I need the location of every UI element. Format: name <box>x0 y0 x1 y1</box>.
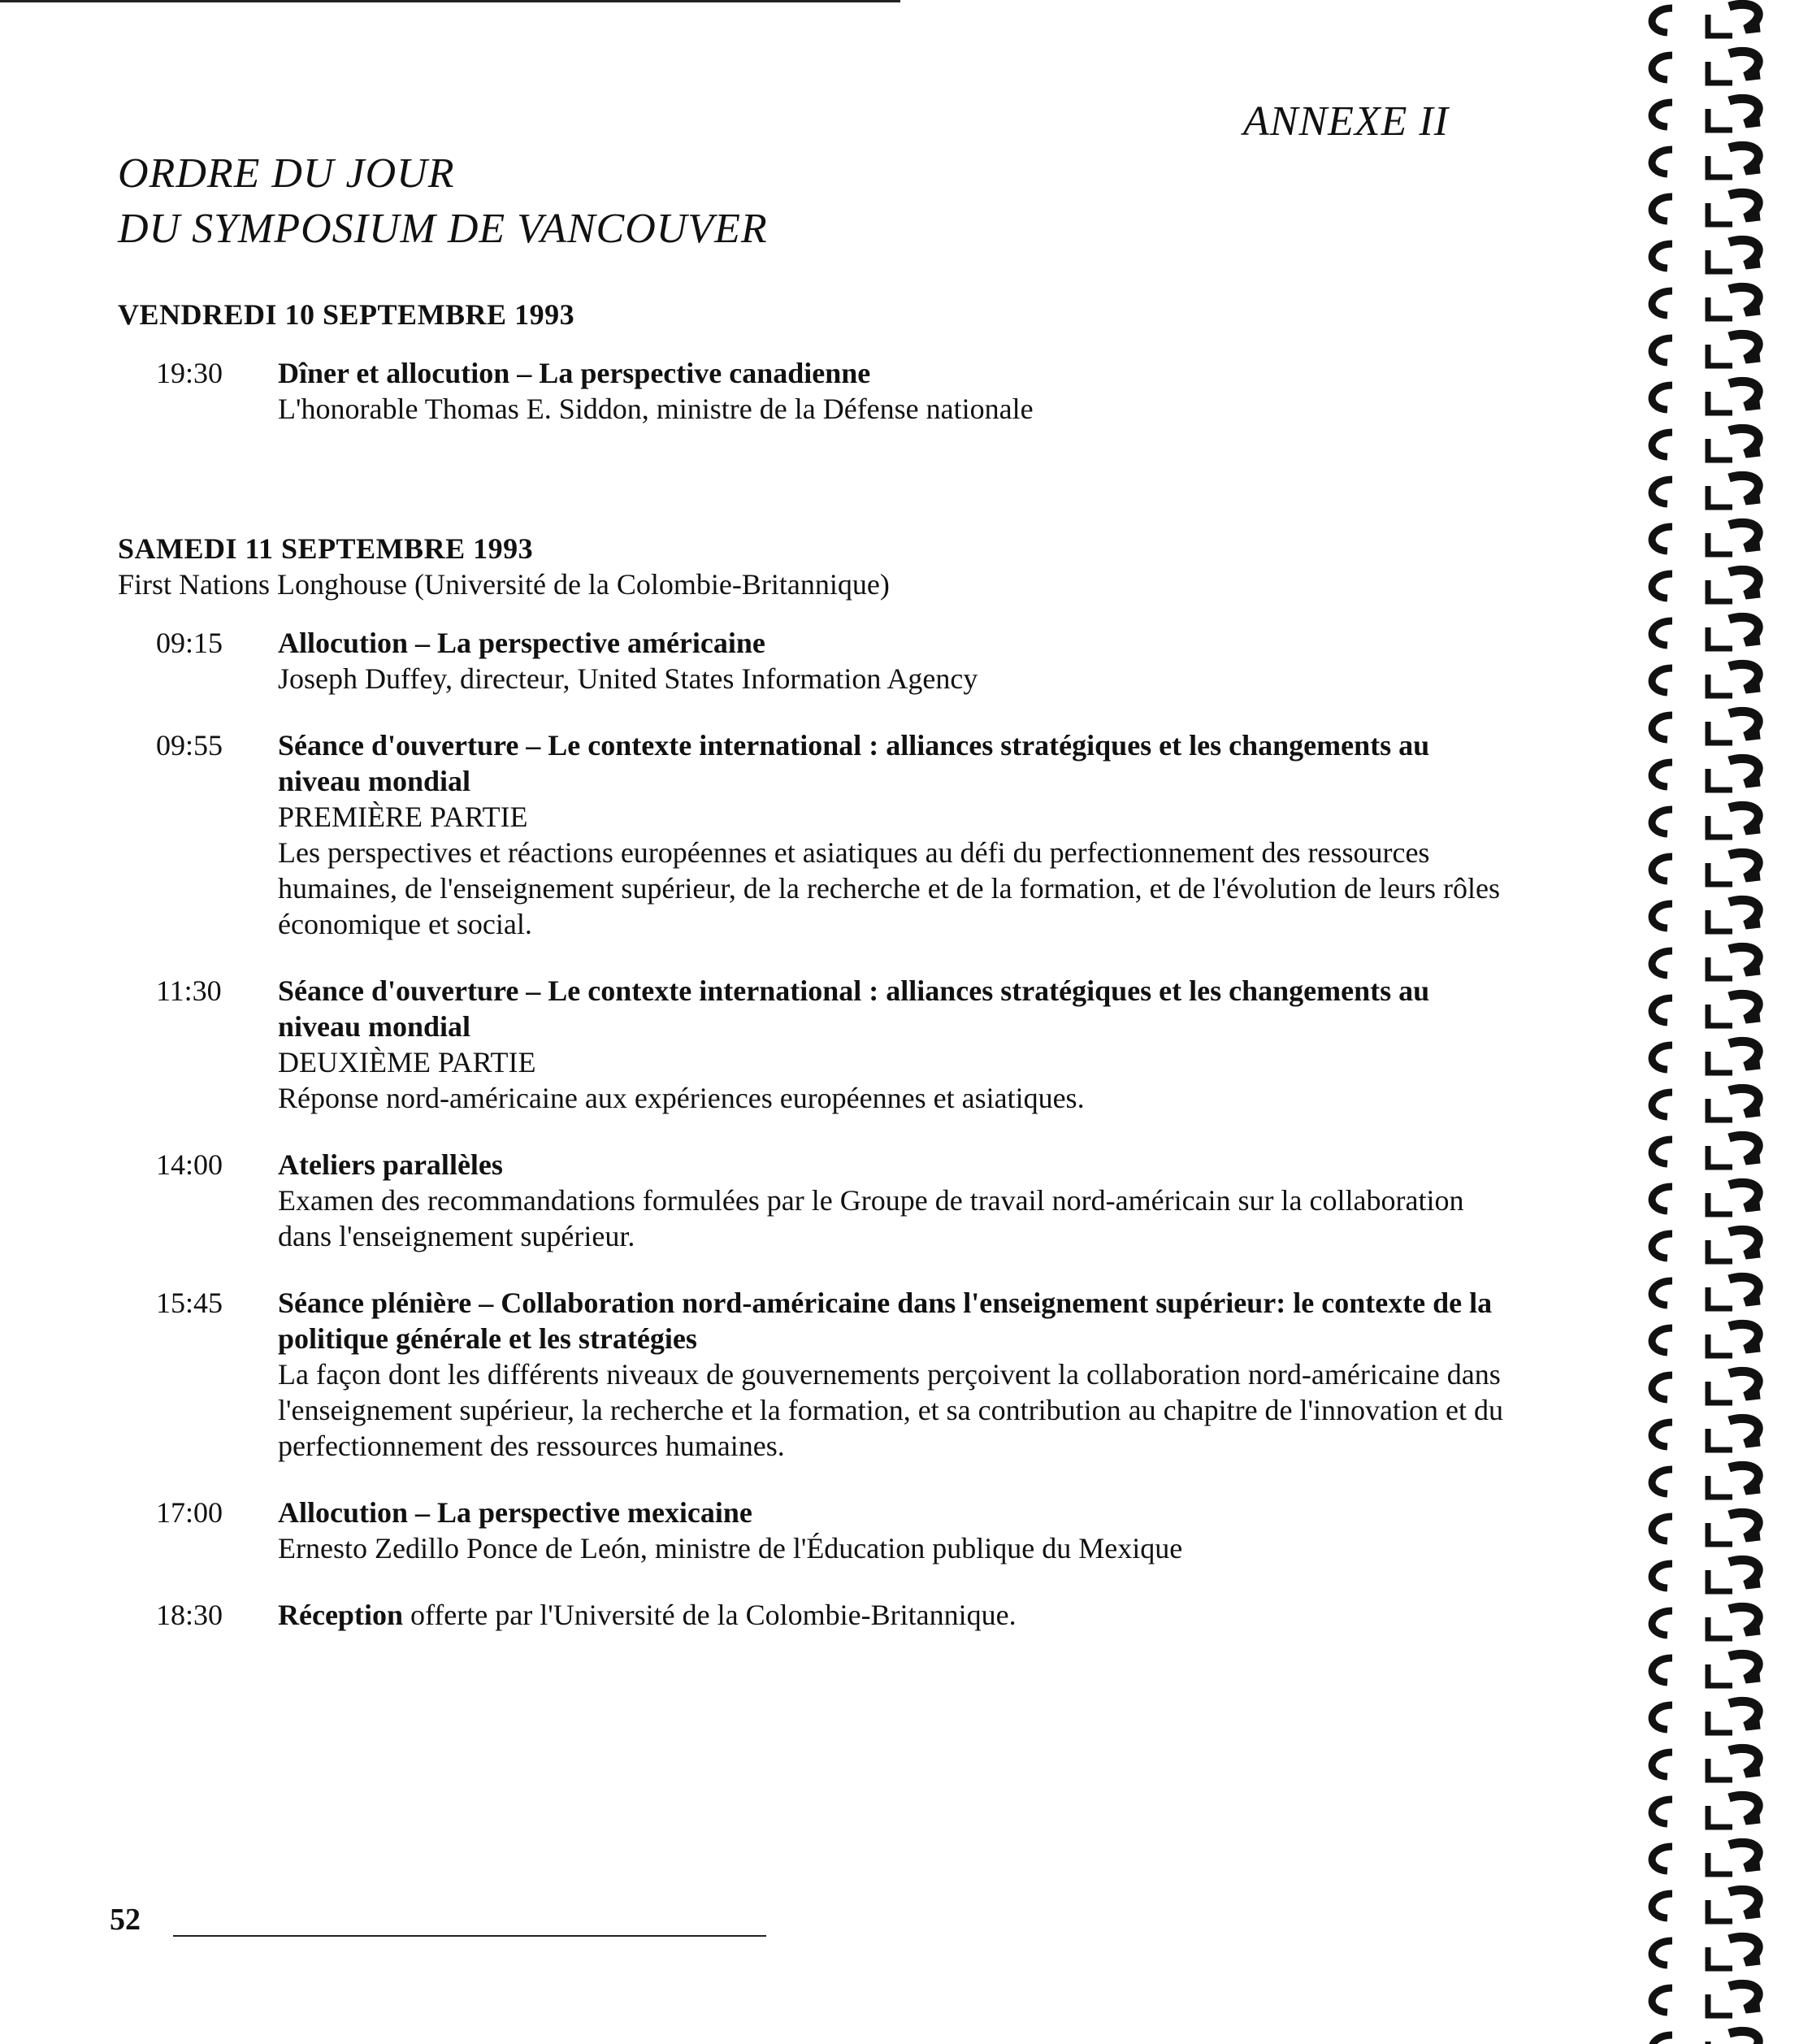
spiral-coil <box>1652 1418 1760 1450</box>
spiral-coil <box>1652 1324 1760 1356</box>
day-venue: First Nations Longhouse (Université de la Colombie-Britannique) <box>118 568 890 601</box>
event-description: Les perspectives et réactions européennes et asiatiques au défi du perfectionnement des ressources humaines, de l'enseignement supérieur, de la recherche et de la formation, et de l'évolution de leurs rôles économique et social. <box>278 836 1500 940</box>
spiral-coil <box>1652 193 1760 224</box>
title-line-1: ORDRE DU JOUR <box>118 150 455 197</box>
spiral-coil <box>1652 51 1760 83</box>
spiral-coil <box>1652 1560 1760 1591</box>
spiral-coil <box>1652 98 1760 130</box>
event-time: 15:45 <box>156 1287 223 1319</box>
spiral-coil <box>1652 428 1760 460</box>
spiral-coil <box>1652 1701 1760 1733</box>
spiral-coil <box>1652 4 1760 36</box>
spiral-coil <box>1652 994 1760 1026</box>
event-title: Allocution – La perspective mexicaine <box>278 1496 752 1529</box>
event-description: Examen des recommandations formulées par le Groupe de travail nord-américain sur la collaboration dans l'enseignement supérieur. <box>278 1184 1464 1252</box>
top-rule <box>0 0 900 2</box>
agenda-item <box>118 973 1515 1116</box>
annex-label: ANNEXE II <box>1243 98 1450 145</box>
spiral-coil <box>1652 1842 1760 1874</box>
event-description: La façon dont les différents niveaux de gouvernements perçoivent la collaboration nord-américaine dans l'enseignement supérieur, la recherche et la formation, et sa contribution au chapitre de l'innovation et du perfectionnement des ressources humaines. <box>278 1358 1503 1462</box>
page-number: 52 <box>110 1903 141 1937</box>
spiral-coil <box>1652 805 1760 837</box>
event-title: Allocution – La perspective américaine <box>278 627 765 659</box>
footer-rule <box>173 1935 766 1937</box>
spiral-coil <box>1652 1041 1760 1073</box>
spiral-coil <box>1652 145 1760 177</box>
event-title: Dîner et allocution – La perspective canadienne <box>278 357 871 389</box>
event-time: 17:00 <box>156 1496 223 1529</box>
spiral-coil <box>1652 1654 1760 1686</box>
spiral-coil <box>1652 1183 1760 1214</box>
spiral-coil <box>1652 2031 1760 2044</box>
spiral-coil <box>1652 1607 1760 1638</box>
spiral-coil <box>1652 1088 1760 1120</box>
spiral-coil <box>1652 853 1760 884</box>
spiral-coil <box>1652 711 1760 743</box>
spiral-coil <box>1652 1795 1760 1827</box>
spiral-coil <box>1652 758 1760 790</box>
event-title: Réception <box>278 1599 403 1631</box>
day-heading: VENDREDI 10 SEPTEMBRE 1993 <box>118 298 575 331</box>
event-description: Joseph Duffey, directeur, United States Information Agency <box>278 662 978 695</box>
agenda-item <box>118 1285 1515 1464</box>
event-subtitle: PREMIÈRE PARTIE <box>278 801 528 833</box>
spiral-coil <box>1652 475 1760 507</box>
spiral-coil <box>1652 240 1760 271</box>
agenda-item <box>118 1147 1515 1254</box>
event-description: Ernesto Zedillo Ponce de León, ministre de l'Éducation publique du Mexique <box>278 1532 1183 1564</box>
day-heading: SAMEDI 11 SEPTEMBRE 1993 <box>118 532 534 565</box>
spiral-coil <box>1652 1512 1760 1544</box>
spiral-coil <box>1652 900 1760 931</box>
title-line-2: DU SYMPOSIUM DE VANCOUVER <box>118 206 768 252</box>
event-time: 18:30 <box>156 1599 223 1631</box>
spiral-coil <box>1652 664 1760 696</box>
agenda-item <box>118 727 1515 942</box>
event-time: 14:00 <box>156 1148 223 1181</box>
event-description: Réponse nord-américaine aux expériences européennes et asiatiques. <box>278 1082 1085 1114</box>
spiral-coil <box>1652 287 1760 319</box>
spiral-coil <box>1652 1277 1760 1308</box>
agenda-item <box>118 355 1515 427</box>
day-gap <box>118 458 1515 531</box>
agenda-item <box>118 1495 1515 1566</box>
spiral-coil <box>1652 1135 1760 1167</box>
event-time: 09:15 <box>156 627 223 659</box>
spiral-binding <box>1633 0 1799 2044</box>
spiral-coil <box>1652 1984 1760 2016</box>
spiral-coil <box>1652 334 1760 366</box>
agenda-item <box>118 625 1515 697</box>
event-title-rest: offerte par l'Université de la Colombie-Britannique. <box>402 1599 1017 1631</box>
spiral-coil <box>1652 1937 1760 1968</box>
agenda-item <box>118 1597 1515 1633</box>
event-title: Séance d'ouverture – Le contexte international : alliances stratégiques et les changements au niveau mondial <box>278 729 1430 797</box>
event-title: Séance d'ouverture – Le contexte international : alliances stratégiques et les changements au niveau mondial <box>278 974 1430 1043</box>
event-time: 11:30 <box>156 974 222 1007</box>
event-time: 19:30 <box>156 357 223 389</box>
spiral-coil <box>1652 1890 1760 1921</box>
spiral-coil <box>1652 1371 1760 1403</box>
event-title: Séance plénière – Collaboration nord-américaine dans l'enseignement supérieur: le contexte de la politique générale et les stratégies <box>278 1287 1493 1355</box>
spiral-coil <box>1652 570 1760 601</box>
spiral-coil <box>1652 523 1760 554</box>
spiral-coil <box>1652 1465 1760 1497</box>
spiral-coil <box>1652 1748 1760 1780</box>
event-time: 09:55 <box>156 729 223 762</box>
event-title: Ateliers parallèles <box>278 1148 503 1181</box>
agenda <box>118 297 1515 1664</box>
spiral-coil <box>1652 381 1760 413</box>
spiral-coil <box>1652 617 1760 649</box>
event-description: L'honorable Thomas E. Siddon, ministre de la Défense nationale <box>278 393 1034 425</box>
spiral-coil <box>1652 1230 1760 1261</box>
event-subtitle: DEUXIÈME PARTIE <box>278 1046 536 1078</box>
spiral-coil <box>1652 947 1760 979</box>
page-title <box>118 146 768 257</box>
